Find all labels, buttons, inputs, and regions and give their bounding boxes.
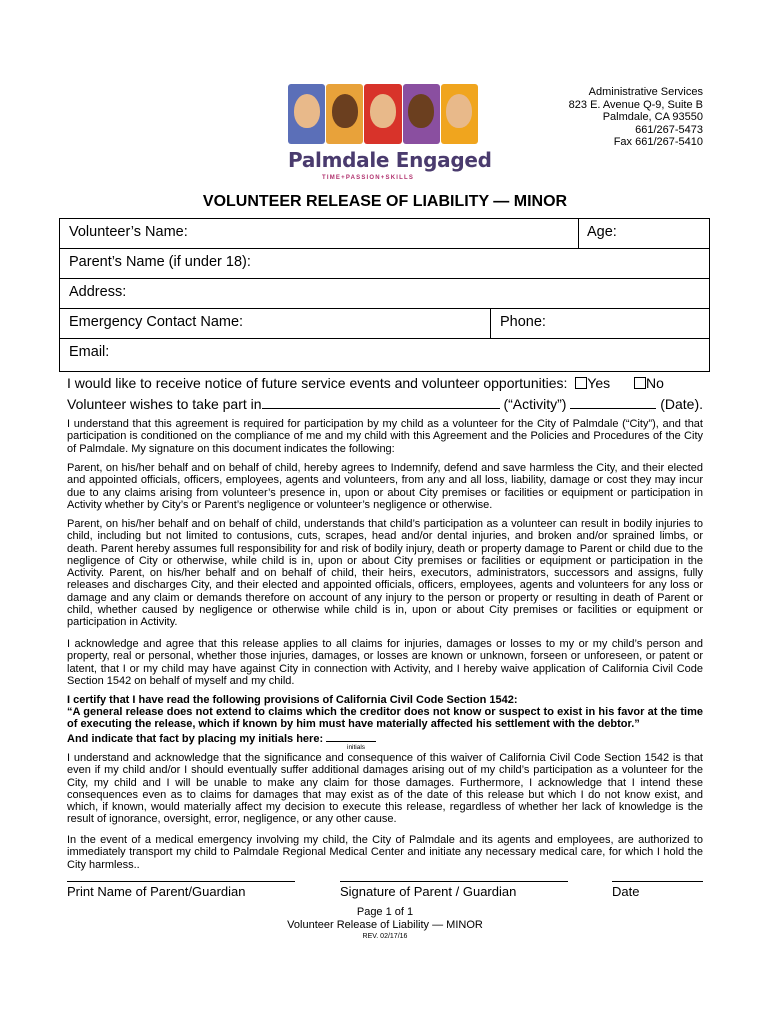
no-checkbox[interactable] [634,377,646,389]
page-number: Page 1 of 1 [356,906,414,918]
emergency-contact-row[interactable] [60,309,709,339]
address-label: Address: [69,284,127,300]
footer-doc-name: Volunteer Release of Liability — MINOR [287,919,483,931]
address-line: 823 E. Avenue Q-9, Suite B [568,98,703,111]
date-line[interactable] [612,881,703,882]
field-divider [490,309,491,338]
initials-caption: initials [347,744,366,751]
logo-faces-graphic [288,84,478,146]
address-line: Palmdale, CA 93550 [602,111,703,124]
address-line: Administrative Services [588,86,703,98]
age-label: Age: [587,224,617,240]
paragraph-indemnify: Parent, on his/her behalf and on behalf of child, hereby agrees to Indemnify, defend and save harmless the City, and their elected and appointed officials, officers, employees, agents and volunteers, from any and all loss, liability, damage or cost they may incur due to any claims arising from volunteer’s presence in, upon or about City premises or facilities or equipment or participation in Activity whether by City’s or Parent’s negligence or volunteer’s negligence or otherwise. [67,462,703,511]
address-line: Fax 661/267-5410 [613,136,703,149]
signature-line[interactable] [340,881,568,882]
certify-initials-line [67,731,376,745]
emergency-contact-label: Emergency Contact Name: [69,314,244,330]
address-row[interactable] [60,279,709,309]
palmdale-engaged-logo [288,84,492,190]
address-line: 661/267-5473 [635,123,703,136]
activity-label: (“Activity”) [503,396,567,412]
certify-initials-text: And indicate that fact by placing my initials here: [67,733,324,745]
revision-date: REV. 02/17/16 [362,933,408,940]
date-label: (Date). [660,396,704,412]
email-row[interactable] [60,339,709,371]
initials-blank[interactable] [326,731,376,742]
date-blank[interactable] [570,395,656,409]
print-name-line[interactable] [67,881,295,882]
paragraph-waiver-consequence: I understand and acknowledge that the significance and consequence of this waiver of California Civil Code Section 1542 is that even if my child and/or I should eventually suffer additional damages arising out of my child’s participation as a volunteer for the City, my child and I will be unable to make any claim for those damages. Furthermore, I acknowledge that I intend these consequences even as to claims for damages that may exist as of the date of this release but which I do not know exist, and which, if known, would materially affect my decision to execute this release, regardless of whether her lack of knowledge is the result of ignorance, oversight, error, negligence, or any other cause. [67,752,703,826]
activity-prefix: Volunteer wishes to take part in [67,396,262,412]
email-label: Email: [69,344,110,360]
field-divider [578,219,579,248]
parent-name-label: Parent’s Name (if under 18): [69,254,251,270]
paragraph-risk: Parent, on his/her behalf and on behalf of child, understands that child’s participation as a volunteer can result in bodily injuries to child, including but not limited to contusions, cuts, scrapes, head and/or dental injuries, and broken and/or sprained limbs, or death. Parent hereby assumes full responsibility for and risk of bodily injury, death or property damage to Parent or child due to the negligence of City or otherwise, while child is in, upon or about City premises or facilities or equipment or participation in the Activity. Parent, on his/her behalf and on behalf of child, their heirs, executors, administrators, successors and assigns, fully releases and discharges City, and their elected and appointed officials, officers, employees, agents and volunteers for any loss or damage and any claim or demands therefore on account of any injury to the person or property or resulting in death of Parent or child, whether caused by negligence or otherwise while child is in, upon or about City premises or facilities or equipment or participation in Activity. [67,518,703,629]
address-block [569,86,703,149]
volunteer-name-row[interactable] [60,219,709,249]
paragraph-medical: In the event of a medical emergency involving my child, the City of Palmdale and its agents and employees, are authorized to immediately transport my child to Palmdale Regional Medical Center and initiate any necessary medical care, for which I hold the City harmless.. [67,834,703,871]
paragraph-release-scope: I acknowledge and agree that this release applies to all claims for injuries, damages or losses to my or my child’s person and property, real or personal, whether those injuries, damages, or losses are known or unknown, forseen or unforeseen, or patent or latent, that I or my child may have against City in connection with Activity, and I hereby waive application of California Civil Code Section 1542 on behalf of myself and my child. [67,638,703,687]
activity-line [67,395,703,412]
volunteer-info-form [59,218,710,372]
yes-checkbox[interactable] [575,377,587,389]
certify-quote: “A general release does not extend to claims which the creditor does not know or suspect to exist in his favor at the time of executing the release, which if known by him must have materially affected his settlement with the debtor.” [67,706,703,731]
yes-label: Yes [587,375,611,391]
volunteer-name-label: Volunteer’s Name: [69,224,188,240]
parent-name-row[interactable] [60,249,709,279]
print-name-label: Print Name of Parent/Guardian [67,884,246,899]
logo-tagline: TIME+PASSION+SKILLS [322,175,415,181]
logo-text: Palmdale Engaged [288,148,492,172]
activity-blank[interactable] [262,395,500,409]
document-title: VOLUNTEER RELEASE OF LIABILITY — MINOR [202,193,568,210]
no-label: No [646,375,664,391]
phone-label: Phone: [500,314,546,330]
date-label: Date [612,884,640,899]
certify-heading: I certify that I have read the following provisions of California Civil Code Section 1542: [67,694,518,706]
paragraph-agreement: I understand that this agreement is required for participation by my child as a volunteer for the City of Palmdale (“City”), and that participation is conditioned on the compliance of me and my child with this Agreement and the Policies and Procedures of the City of Palmdale. My signature on this document indicates the following: [67,418,703,455]
notice-line [67,375,664,391]
signature-label: Signature of Parent / Guardian [340,884,517,899]
notice-question: I would like to receive notice of future service events and volunteer opportunities: [67,375,568,391]
